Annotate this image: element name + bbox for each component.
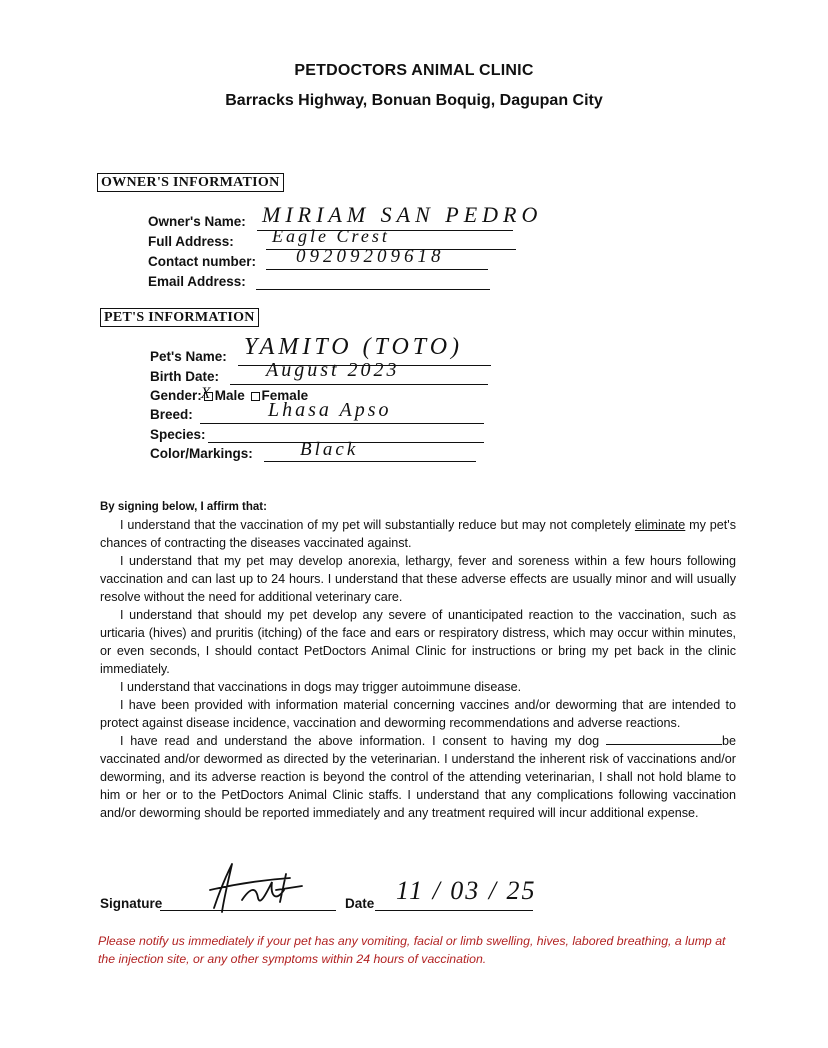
date-line[interactable]	[375, 910, 533, 911]
color-markings-label: Color/Markings:	[150, 446, 253, 461]
species-label: Species:	[150, 427, 206, 442]
affirmation-paragraph-4: I understand that vaccinations in dogs may trigger autoimmune disease.	[120, 680, 522, 694]
clinic-address: Barracks Highway, Bonuan Boquig, Dagupan City	[225, 92, 603, 109]
contact-number-label: Contact number:	[148, 254, 256, 269]
owner-section-title: OWNER'S INFORMATION	[97, 173, 284, 192]
signature-label: Signature	[100, 896, 163, 911]
full-address-label: Full Address:	[148, 234, 234, 249]
birth-date-line	[230, 384, 488, 385]
gender-label: Gender:	[150, 388, 202, 403]
birth-date-value: August 2023	[266, 359, 400, 381]
affirmation-p6-start: I have read and understand the above information. I consent to having my dog	[120, 734, 606, 748]
affirmation-text	[100, 498, 736, 822]
affirmation-paragraph-3: I understand that should my pet develop any severe of unanticipated reaction to the vaccination, such as urticaria (hives) and pruritis (itching) of the face and ears or respiratory distress, which may occur within minutes, or even seconds, I should contact PetDoctors Animal Clinic for instructions or bring my pet back in the clinic immediately.	[100, 608, 736, 676]
breed-value: Lhasa Apso	[268, 399, 392, 421]
email-address-line	[256, 289, 490, 290]
color-markings-line	[264, 461, 476, 462]
affirmation-paragraph-1	[100, 516, 736, 552]
affirmation-p1-start: I understand that the vaccination of my pet will substantially reduce but may not completely	[120, 518, 635, 532]
post-vaccination-notice: Please notify us immediately if your pet has any vomiting, facial or limb swelling, hives, labored breathing, a lump at the injection site, or any other symptoms within 24 hours of vaccination.	[98, 934, 726, 966]
affirmation-p1-end: my pet's chances of contracting the diseases vaccinated against.	[100, 518, 736, 550]
email-address-label: Email Address:	[148, 274, 246, 289]
contact-number-value: 09209209618	[296, 246, 445, 267]
handwritten-signature	[206, 860, 310, 916]
breed-line	[200, 423, 484, 424]
date-label: Date	[345, 896, 375, 911]
affirmation-lead: By signing below, I affirm that:	[100, 501, 267, 513]
male-check-mark: X	[200, 384, 211, 402]
female-option-label: Female	[261, 388, 309, 403]
pet-name-value: YAMITO (TOTO)	[244, 334, 464, 360]
female-checkbox[interactable]	[251, 392, 260, 401]
affirmation-paragraph-6	[100, 732, 736, 822]
male-option-label: Male	[214, 388, 245, 403]
owner-name-value: MIRIAM SAN PEDRO	[262, 202, 543, 227]
color-markings-value: Black	[300, 439, 359, 460]
affirmation-p1-underlined: eliminate	[634, 518, 686, 532]
breed-label: Breed:	[150, 407, 193, 422]
clinic-name: PETDOCTORS ANIMAL CLINIC	[294, 62, 534, 79]
male-checkbox[interactable]	[200, 384, 213, 402]
affirmation-paragraph-2: I understand that my pet may develop anorexia, lethargy, fever and soreness within a few hours following vaccination and can last up to 24 hours. I understand that these adverse effects are usually minor and will usually resolve without the need for additional veterinary care.	[100, 554, 736, 604]
affirmation-p6-end: be vaccinated and/or dewormed as directed by the veterinarian. I understand the inherent risk of vaccinations and/or deworming, and its adverse reaction is beyond the control of the attending veterinarian, I shall not hold blame to him or her or to the PetDoctors Animal Clinic staffs. I understand that any complications following vaccination and/or deworming should be reported immediately and any treatment required will incur additional expense.	[100, 734, 736, 820]
full-address-value: Eagle Crest	[272, 226, 390, 246]
date-value: 11 / 03 / 25	[396, 876, 537, 905]
owner-name-label: Owner's Name:	[148, 214, 246, 229]
dog-name-blank[interactable]	[606, 734, 722, 745]
contact-number-line	[266, 269, 488, 270]
pet-section-title: PET'S INFORMATION	[100, 308, 259, 327]
pet-name-label: Pet's Name:	[150, 349, 227, 364]
birth-date-label: Birth Date:	[150, 369, 220, 384]
affirmation-paragraph-5: I have been provided with information material concerning vaccines and/or deworming that are intended to protect against disease incidence, vaccination and deworming recommendations and adverse reactions.	[100, 698, 736, 730]
